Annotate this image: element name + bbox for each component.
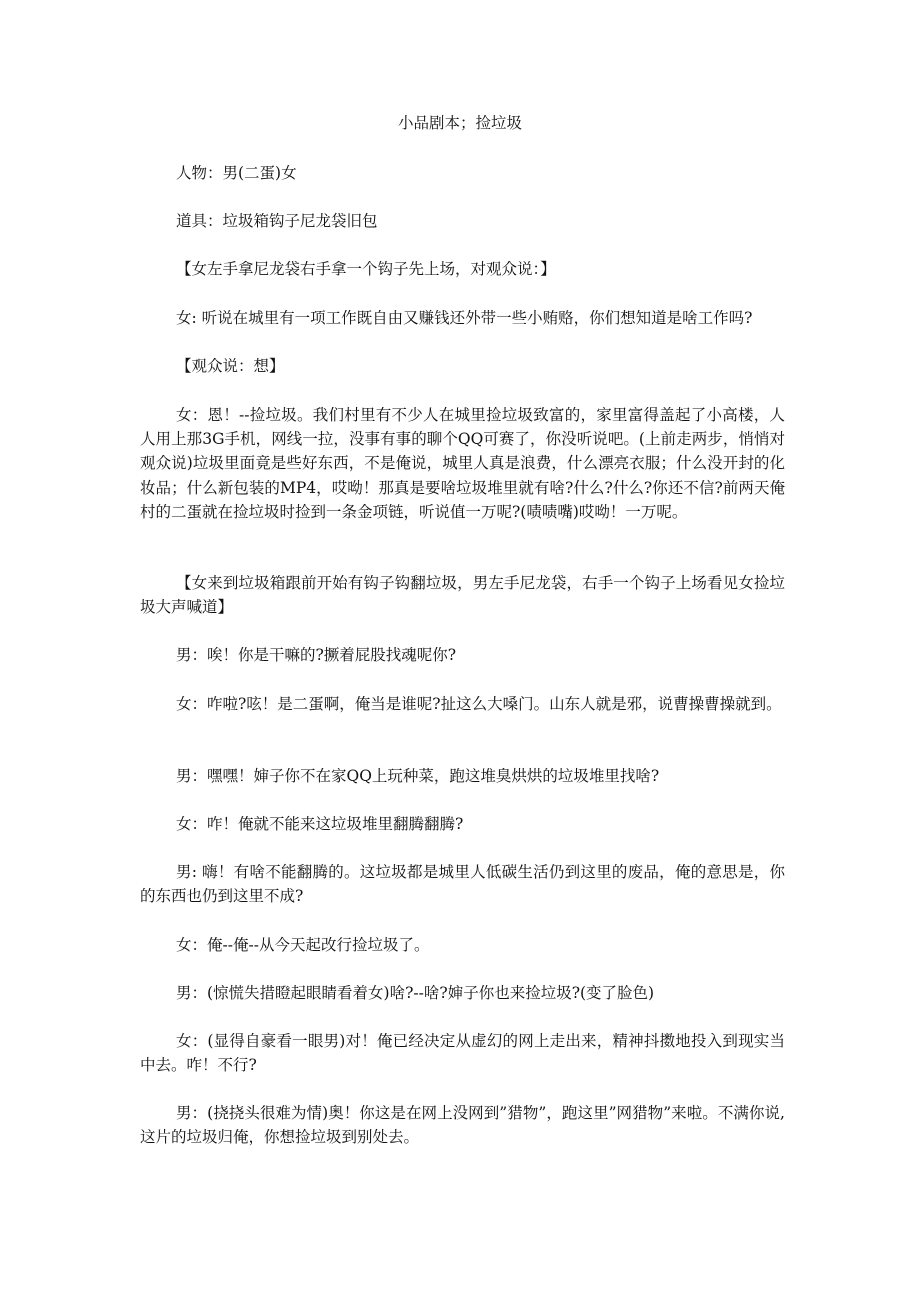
paragraph-characters: 人物：男(二蛋)女 — [176, 164, 297, 182]
document-title: 小品剧本；捡垃圾 — [397, 114, 522, 132]
paragraph-dialogue: 男：嘿嘿！婶子你不在家QQ上玩种菜，跑这堆臭烘烘的垃圾堆里找啥? — [176, 767, 660, 785]
paragraph-props: 道具：垃圾箱钩子尼龙袋旧包 — [176, 212, 378, 230]
paragraph-dialogue: 男：唉！你是干嘛的?撅着屁股找魂呢你? — [176, 646, 457, 664]
paragraph-dialogue: 女：恩！--捡垃圾。我们村里有不少人在城里捡垃圾致富的，家里富得盖起了小高楼，人人用上那3G手机，网线一拉，没事有事的聊个QQ可赛了，你没听说吧。(上前走两步，悄悄对观众说)垃圾里面竟是些好东西，不是俺说，城里人真是浪费，什么漂亮衣服；什么没开封的化妆品；什么新包装的MP4，哎呦！那真是要啥垃圾堆里就有啥?什么?什么?你还不信?前两天俺村的二蛋就在捡垃圾时捡到一条金项链，听说值一万呢?(啧啧嘴)哎呦！一万呢。 — [140, 406, 785, 521]
paragraph-stage-direction: 【女左手拿尼龙袋右手拿一个钩子先上场，对观众说：】 — [176, 260, 556, 278]
paragraph-dialogue: 男：(惊慌失措瞪起眼睛看着女)啥?--啥?婶子你也来捡垃圾?(变了脸色) — [176, 984, 655, 1002]
paragraph-dialogue: 女：咋啦?呟！是二蛋啊，俺当是谁呢?扯这么大嗓门。山东人就是邪，说曹操曹操就到。 — [176, 695, 782, 713]
paragraph-dialogue: 女：咋！俺就不能来这垃圾堆里翻腾翻腾? — [176, 815, 464, 833]
paragraph-stage-direction: 【观众说：想】 — [176, 357, 285, 375]
paragraph-dialogue: 女: 听说在城里有一项工作既自由又赚钱还外带一些小贿赂，你们想知道是啥工作吗? — [176, 309, 753, 327]
paragraph-dialogue: 女：俺--俺--从今天起改行捡垃圾了。 — [176, 936, 430, 954]
paragraph-dialogue: 男：(挠挠头很难为情)奥！你这是在网上没网到”猎物”，跑这里”网猎物”来啦。不满你说,这片的垃圾归俺，你想捡垃圾到别处去。 — [140, 1104, 785, 1147]
paragraph-dialogue: 男: 嗨！有啥不能翻腾的。这垃圾都是城里人低碳生活仍到这里的废品，俺的意思是，你的东西也仍到这里不成? — [140, 863, 785, 906]
paragraph-dialogue: 女：(显得自豪看一眼男)对！俺已经决定从虚幻的网上走出来，精神抖擞地投入到现实当中去。咋！不行? — [140, 1032, 785, 1075]
paragraph-stage-direction: 【女来到垃圾箱跟前开始有钩子钩翻垃圾，男左手尼龙袋，右手一个钩子上场看见女捡垃圾大声喊道】 — [140, 574, 785, 617]
